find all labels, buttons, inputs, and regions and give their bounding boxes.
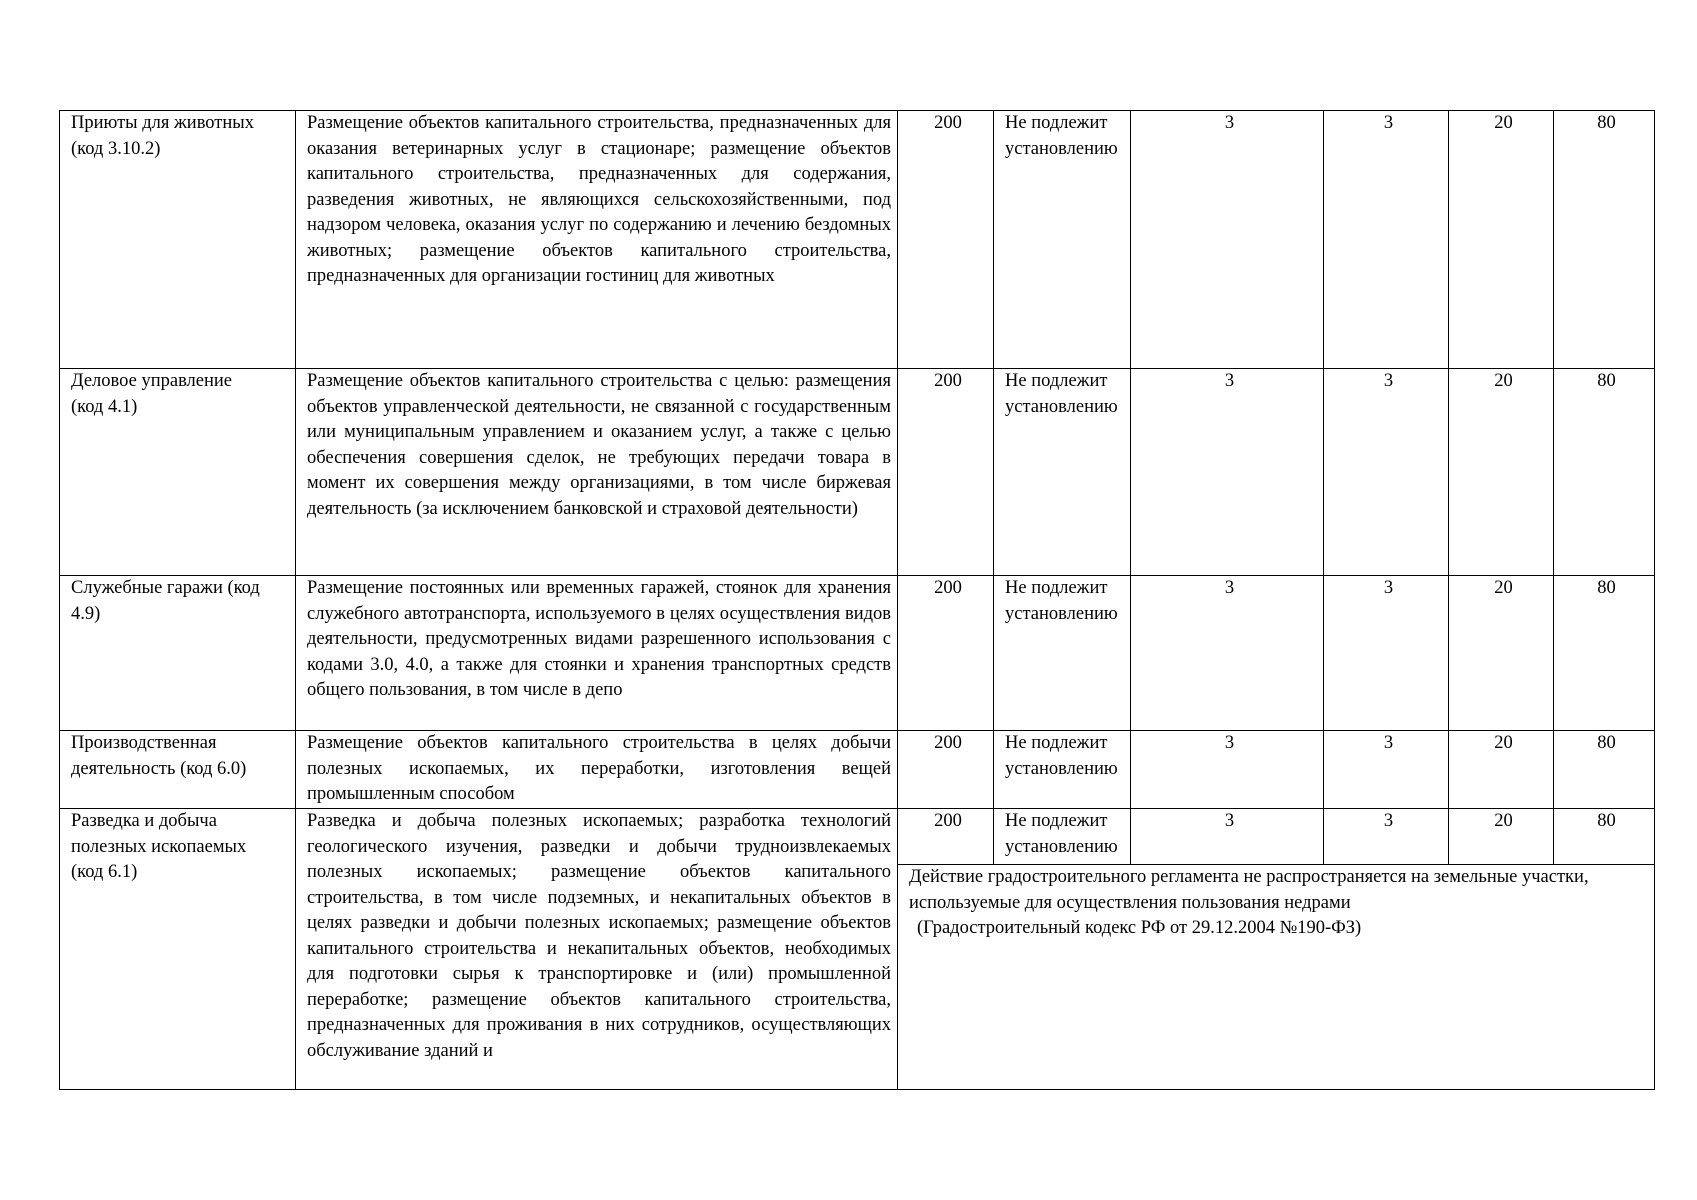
height-value: 20 [1449, 731, 1554, 809]
status-value: Не подлежит установлению [994, 809, 1131, 865]
land-use-regulations-table [59, 110, 1655, 1090]
land-use-description: Размещение объектов капитального строительства с целью: размещения объектов управленческой деятельности, не связанной с государственным или муниципальным управлением и оказанием услуг, а также с целью обеспечения совершения сделок, не требующих передачи товара в момент их совершения между организациями, в том числе биржевая деятельность (за исключением банковской и страховой деятельности) [296, 369, 898, 576]
height-value: 20 [1449, 369, 1554, 576]
coverage-value: 80 [1554, 731, 1655, 809]
setback-value: 3 [1131, 809, 1324, 865]
setback-value: 3 [1131, 369, 1324, 576]
land-use-name: Разведка и добыча полезных ископаемых (код 6.1) [60, 809, 296, 1090]
coverage-value: 80 [1554, 111, 1655, 369]
min-area-value: 200 [898, 369, 994, 576]
table-row [60, 809, 1655, 865]
floors-value: 3 [1324, 576, 1449, 731]
table-row [60, 731, 1655, 809]
height-value: 20 [1449, 111, 1554, 369]
setback-value: 3 [1131, 576, 1324, 731]
status-value: Не подлежит установлению [994, 111, 1131, 369]
land-use-description: Разведка и добыча полезных ископаемых; разработка технологий геологического изучения, разведки и добычи трудноизвлекаемых полезных ископаемых; размещение объектов капитального строительства, в том числе подземных, и некапитальных объектов в целях разведки и добычи полезных ископаемых; размещение объектов капитального строительства и некапитальных объектов, необходимых для подготовки сырья к транспортировке и (или) промышленной переработке; размещение объектов капитального строительства, предназначенных для проживания в них сотрудников, осуществляющих обслуживание зданий и [296, 809, 898, 1090]
min-area-value: 200 [898, 731, 994, 809]
floors-value: 3 [1324, 111, 1449, 369]
setback-value: 3 [1131, 731, 1324, 809]
status-value: Не подлежит установлению [994, 369, 1131, 576]
floors-value: 3 [1324, 809, 1449, 865]
table-row [60, 111, 1655, 369]
status-value: Не подлежит установлению [994, 576, 1131, 731]
floors-value: 3 [1324, 731, 1449, 809]
min-area-value: 200 [898, 576, 994, 731]
land-use-name: Служебные гаражи (код 4.9) [60, 576, 296, 731]
setback-value: 3 [1131, 111, 1324, 369]
land-use-name: Производственная деятельность (код 6.0) [60, 731, 296, 809]
note-text: Действие градостроительного регламента не распространяется на земельные участки, используемые для осуществления пользования недрами [909, 867, 1589, 913]
table-row [60, 576, 1655, 731]
regulation-note [898, 865, 1655, 1090]
height-value: 20 [1449, 576, 1554, 731]
coverage-value: 80 [1554, 576, 1655, 731]
min-area-value: 200 [898, 809, 994, 865]
min-area-value: 200 [898, 111, 994, 369]
land-use-description: Размещение объектов капитального строительства, предназначенных для оказания ветеринарных услуг в стационаре; размещение объектов капитального строительства, предназначенных для содержания, разведения животных, не являющихся сельскохозяйственными, под надзором человека, оказания услуг по содержанию и лечению бездомных животных; размещение объектов капитального строительства, предназначенных для организации гостиниц для животных [296, 111, 898, 369]
table-row [60, 369, 1655, 576]
height-value: 20 [1449, 809, 1554, 865]
land-use-description: Размещение постоянных или временных гаражей, стоянок для хранения служебного автотранспорта, используемого в целях осуществления видов деятельности, предусмотренных видами разрешенного использования с кодами 3.0, 4.0, а также для стоянки и хранения транспортных средств общего пользования, в том числе в депо [296, 576, 898, 731]
land-use-name: Деловое управление (код 4.1) [60, 369, 296, 576]
status-value: Не подлежит установлению [994, 731, 1131, 809]
land-use-name: Приюты для животных (код 3.10.2) [60, 111, 296, 369]
note-reference: (Градостроительный кодекс РФ от 29.12.2004 №190-ФЗ) [917, 918, 1362, 938]
coverage-value: 80 [1554, 369, 1655, 576]
floors-value: 3 [1324, 369, 1449, 576]
land-use-description: Размещение объектов капитального строительства в целях добычи полезных ископаемых, их переработки, изготовления вещей промышленным способом [296, 731, 898, 809]
coverage-value: 80 [1554, 809, 1655, 865]
